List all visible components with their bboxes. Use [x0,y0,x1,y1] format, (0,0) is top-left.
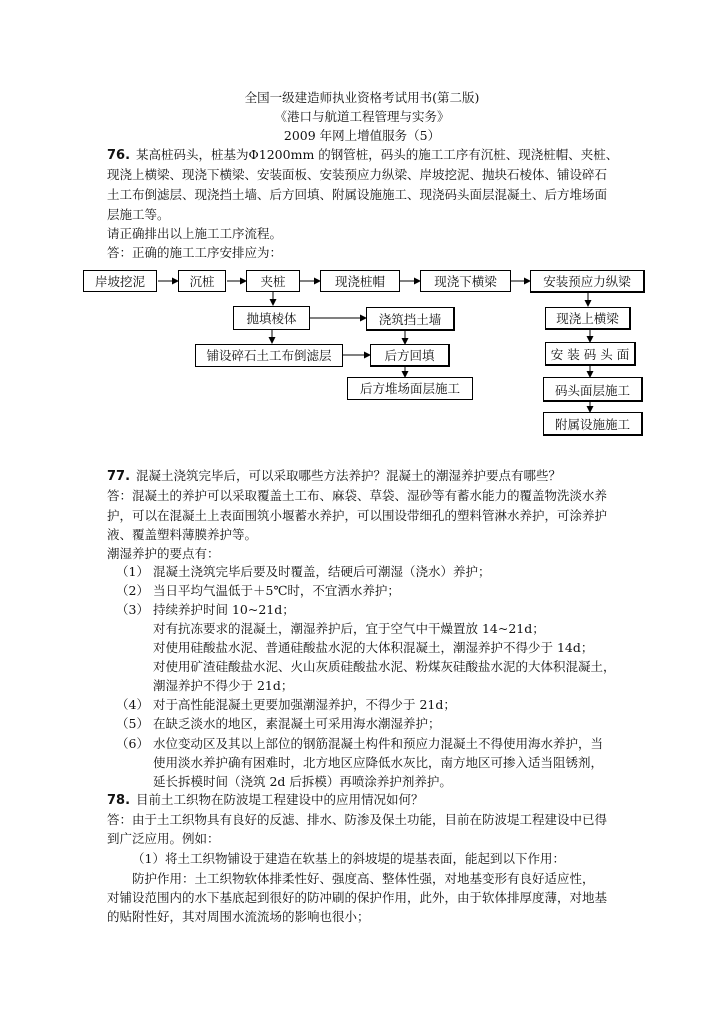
q76-answer-intro: 答：正确的施工工序安排应为： [107,245,283,260]
flow-box-deck-surface: 码头面层施工 [543,377,643,402]
flow-box-upper-beam: 现浇上横梁 [545,307,631,330]
q76-line-5: 请正确排出以上施工工序流程。 [107,226,283,241]
q77-answer-line-1: 答：混凝土的养护可以采取覆盖土工布、麻袋、草袋、湿砂等有蓄水能力的覆盖物洗淡水养 [107,488,608,503]
book-subtitle: 《港口与航道工程管理与实务》 [274,109,450,124]
q76-line-2: 现浇上横梁、现浇下横梁、安装面板、安装预应力纵梁、岸坡挖泥、抛块石棱体、铺设碎石 [107,167,608,182]
q77-item-1-number: （1） [116,564,149,579]
q77-item-3-number: （3） [116,602,149,617]
flow-box-ancillary: 附属设施施工 [543,412,643,436]
q77-item-3-text-4: 对使用矿渣硅酸盐水泥、火山灰质硅酸盐水泥、粉煤灰硅酸盐水泥的大体积混凝土， [153,659,616,674]
q78-question: 78. 目前土工织物在防波堤工程建设中的应用情况如何？ [107,792,424,808]
flow-box-backfill: 后方回填 [370,344,450,367]
flow-box-retaining-wall: 浇筑挡土墙 [366,307,455,331]
q77-item-5-text: 在缺乏淡水的地区，素混凝土可采用海水潮湿养护； [153,716,441,731]
q77-item-6-text-2: 使用淡水养护确有困难时，北方地区应降低水灰比，南方地区可掺入适当阻锈剂， [153,755,604,770]
q77-answer-line-2: 护，可以在混凝土上表面围筑小堰蓄水养护，可以围设带细孔的塑料管淋水养护，可涂养护 [107,508,608,523]
q76-line-4: 层施工等。 [107,207,170,222]
q76-line-1: 76. 某高桩码头，桩基为Φ1200mm 的钢管桩，码头的施工工序有沉桩、现浇桩帽、夹桩、 [107,147,619,163]
q78-point-1: （1）将土工织物铺设于建造在软基上的斜坡堤的堤基表面，能起到以下作用： [132,851,565,866]
q77-item-2-text: 当日平均气温低于＋5℃时，不宜洒水养护； [153,583,400,598]
q77-item-1-text: 混凝土浇筑完毕后要及时覆盖，结硬后可潮湿（浇水）养护； [153,564,491,579]
q78-answer-line-1: 答：由于土工织物具有良好的反滤、排水、防渗及保土功能，目前在防波堤工程建设中已得 [107,812,608,827]
flow-box-pile-clamping: 夹桩 [246,270,300,292]
book-title: 全国一级建造师执业资格考试用书(第二版) [244,90,480,105]
q77-item-2-number: （2） [116,583,149,598]
service-title: 2009 年网上增值服务（5） [283,128,441,143]
flow-box-pile-cap: 现浇桩帽 [320,270,400,292]
flow-box-lower-beam: 现浇下横梁 [420,270,511,292]
q77-item-4-number: （4） [116,697,149,712]
q78-protection-line-2: 对铺设范围内的水下基底起到很好的防冲刷的保护作用，此外，由于软体排厚度薄，对地基 [107,890,608,905]
q78-protection-line-3: 的贴附性好，其对周围水流流场的影响也很小； [107,909,370,924]
q77-item-4-text: 对于高性能混凝土更要加强潮湿养护，不得少于 21d； [153,697,456,712]
flow-box-deck: 安 装 码 头 面 [545,342,636,366]
q77-item-5-number: （5） [116,716,149,731]
q78-protection-line-1: 防护作用：土工织物软体排柔性好、强度高、整体性强，对地基变形有良好适应性， [132,871,595,886]
q78-answer-line-2: 到广泛应用。例如： [107,831,220,846]
flow-box-rock-prism: 抛填棱体 [233,306,310,330]
q77-item-6-text-3: 延长拆模时间（浇筑 2d 后拆模）再喷涂养护剂养护。 [153,774,452,789]
q78-number: 78. [107,793,131,808]
flow-box-dredging: 岸坡挖泥 [83,270,157,292]
q77-item-3-text-5: 潮湿养护不得少于 21d； [153,678,294,693]
q76-line-3: 土工布倒滤层、现浇挡土墙、后方回填、附属设施施工、现浇码头面层混凝土、后方堆场面 [107,187,608,202]
q77-item-3-text-2: 对有抗冻要求的混凝土，潮湿养护后，宜于空气中干燥置放 14~21d； [153,621,545,636]
q77-key-points-heading: 潮湿养护的要点有： [107,546,220,561]
q77-item-3-text-3: 对使用硅酸盐水泥、普通硅酸盐水泥的大体积混凝土，潮湿养护不得少于 14d； [153,640,594,655]
q77-question: 77. 混凝土浇筑完毕后，可以采取哪些方法养护？混凝土的潮湿养护要点有哪些？ [107,468,562,484]
q77-number: 77. [107,469,131,484]
q77-answer-line-3: 液、覆盖塑料薄膜养护等。 [107,527,258,542]
q77-item-6-text-1: 水位变动区及其以上部位的钢筋混凝土构件和预应力混凝土不得使用海水养护，当 [153,736,604,751]
q77-item-6-number: （6） [116,736,149,751]
flow-box-prestressed-beam: 安装预应力纵梁 [530,270,645,293]
q76-number: 76. [107,148,131,163]
q77-item-3-text-1: 持续养护时间 10~21d； [153,602,295,617]
flow-box-piling: 沉桩 [178,270,226,292]
flow-box-yard-surface: 后方堆场面层施工 [347,377,473,400]
flow-box-filter-layer: 铺设碎石土工布倒滤层 [195,344,343,367]
